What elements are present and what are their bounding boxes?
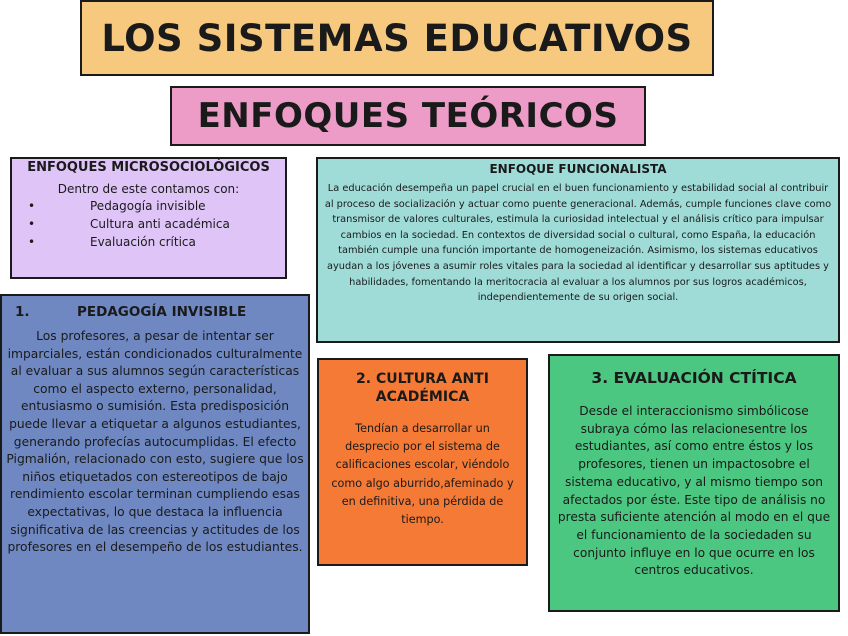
micro-box (10, 157, 287, 279)
pedagogia-heading: PEDAGOGÍA INVISIBLE (77, 304, 247, 320)
evaluacion-box (548, 354, 840, 612)
funcionalista-heading: ENFOQUE FUNCIONALISTA (489, 162, 667, 176)
bullet-icon: • (28, 235, 36, 249)
evaluacion-body: Desde el interaccionismo simbólicose subraya cómo las relacionesentre los estudiantes, así como entre éstos y los profesores, tienen un impactosobre el sistema educativo, y al mismo tiempo son afectados por éste. Este tipo de análisis no presta suficiente atención al modo en el que el funcionamiento de la sociedaden su conjunto influye en lo que ocurre en los centros educativos. (557, 404, 831, 578)
micro-list (18, 197, 279, 251)
cultura-body: Tendían a desarrollar un desprecio por el sistema de calificaciones escolar, viéndolo como algo aburrido,afeminado y en definitiva, una pérdida de tiempo. (331, 422, 514, 527)
page-subtitle: ENFOQUES TEÓRICOS (197, 96, 619, 136)
subtitle-banner (170, 86, 646, 146)
pedagogia-box (0, 294, 310, 634)
micro-intro: Dentro de este contamos con: (57, 182, 240, 196)
pedagogia-number: 1. (15, 304, 30, 320)
list-item: • Pedagogía invisible (28, 199, 206, 213)
funcionalista-body: La educación desempeña un papel crucial en el buen funcionamiento y estabilidad social al contribuir al proceso de socialización y actuar como puente generacional. Además, cumple funciones clave como transmisor de valores culturales, estimula la curiosidad intelectual y el análisis crítico para impulsar cambios en la sociedad. En contextos de diversidad social o cultural, como España, la educación también cumple una función importante de homogeneización. Asimismo, los sistemas educativos ayudan a los jóvenes a asumir roles vitales para la sociedad al identificar y desarrollar sus aptitudes y habilidades, fomentando la meritocracia al evaluar a los alumnos por sus logros académicos, independientemente de su origen social. (324, 183, 832, 304)
list-item: • Cultura anti académica (28, 217, 230, 231)
funcionalista-box (316, 157, 840, 343)
bullet-icon: • (28, 217, 36, 231)
pedagogia-heading-row (15, 304, 305, 320)
list-item: • Evaluación crítica (28, 235, 196, 249)
cultura-box (317, 358, 528, 566)
pedagogia-body: Los profesores, a pesar de intentar ser imparciales, están condicionados culturalmente al evaluar a sus alumnos según características como el aspecto externo, personalidad, entusiasmo o sumisión. Esta predisposición puede llevar a etiquetar a algunos estudiantes, generando profecías autocumplidas. El efecto Pigmalión, relacionado con esto, sugiere que los niños etiquetados con estereotipos de bajo rendimiento escolar terminan cumpliendo esas expectativas, lo que destaca la influencia significativa de las creencias y actitudes de los profesores en el desempeño de los estudiantes. (6, 329, 304, 555)
page-title: LOS SISTEMAS EDUCATIVOS (101, 16, 693, 60)
micro-heading: ENFOQUES MICROSOCIOLÓGICOS (27, 160, 270, 175)
cultura-heading: 2. CULTURA ANTI ACADÉMICA (356, 371, 489, 405)
evaluacion-heading: 3. EVALUACIÓN CTÍTICA (591, 369, 797, 387)
bullet-icon: • (28, 199, 36, 213)
title-banner (80, 0, 714, 76)
